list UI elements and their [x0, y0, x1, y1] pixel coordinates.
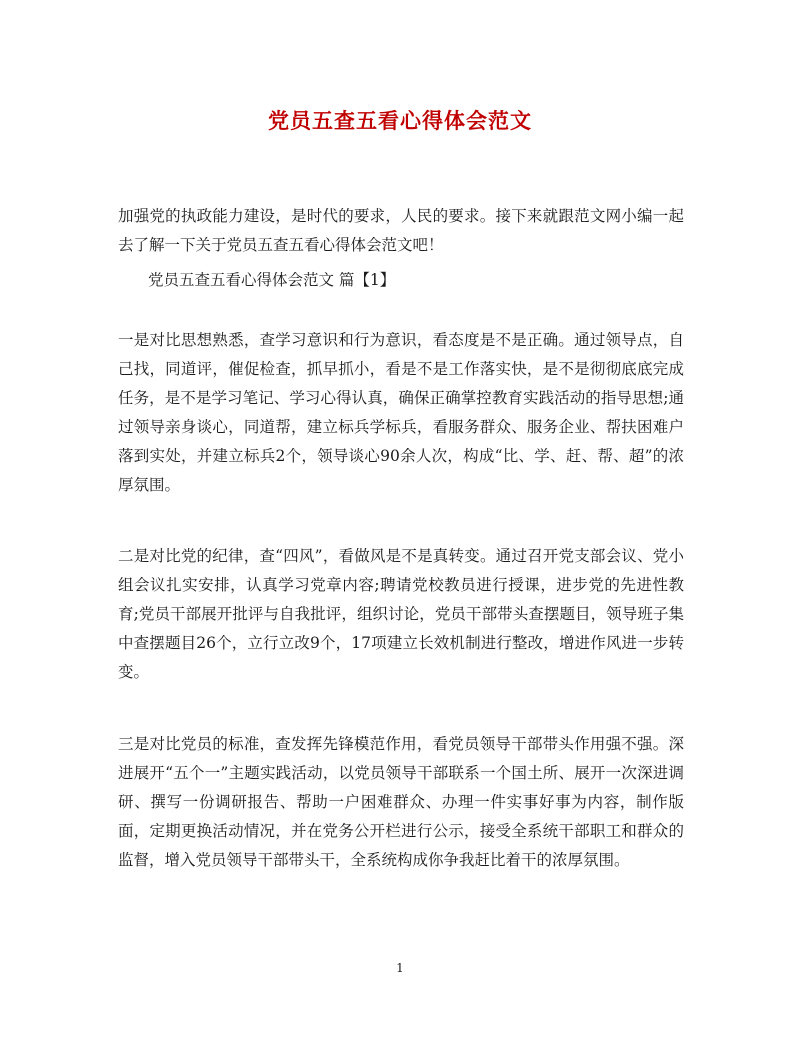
body-paragraph-3: 三是对比党员的标准，查发挥先锋模范作用，看党员领导干部带头作用强不强。深进展开“五个一”主题实践活动，以党员领导干部联系一个国土所、展开一次深进调研、撰写一份调研报告、帮助一户困难群众、办理一件实事好事为内容，制作版面，定期更换活动情况，并在党务公开栏进行公示，接受全系统干部职工和群众的监督，增入党员领导干部带头干，全系统构成你争我赶比着干的浓厚氛围。 — [118, 735, 684, 869]
document-title: 党员五查五看心得体会范文 — [268, 108, 532, 133]
section-subheading: 党员五查五看心得体会范文 篇【1】 — [148, 271, 396, 289]
intro-paragraph: 加强党的执政能力建设，是时代的要求，人民的要求。接下来就跟范文网小编一起去了解一下关于党员五查五看心得体会范文吧！ — [118, 207, 684, 254]
body-paragraph-2: 二是对比党的纪律，查“四风”，看做风是不是真转变。通过召开党支部会议、党小组会议扎实安排，认真学习党章内容;聘请党校教员进行授课，进步党的先进性教育;党员干部展开批评与自我批评，组织讨论，党员干部带头查摆题目，领导班子集中查摆题目26个，立行立改9个，17项建立长效机制进行整改，增进作风进一步转变。 — [118, 547, 684, 681]
page-number: 1 — [396, 961, 404, 975]
body-paragraph-1: 一是对比思想熟悉，查学习意识和行为意识，看态度是不是正确。通过领导点，自己找，同道评，催促检查，抓早抓小，看是不是工作落实快，是不是彻彻底底完成任务，是不是学习笔记、学习心得认真，确保正确掌控教育实践活动的指导思想;通过领导亲身谈心，同道帮，建立标兵学标兵，看服务群众、服务企业、帮扶困难户落到实处，并建立标兵2个，领导谈心90余人次，构成“比、学、赶、帮、超”的浓厚氛围。 — [118, 331, 684, 494]
